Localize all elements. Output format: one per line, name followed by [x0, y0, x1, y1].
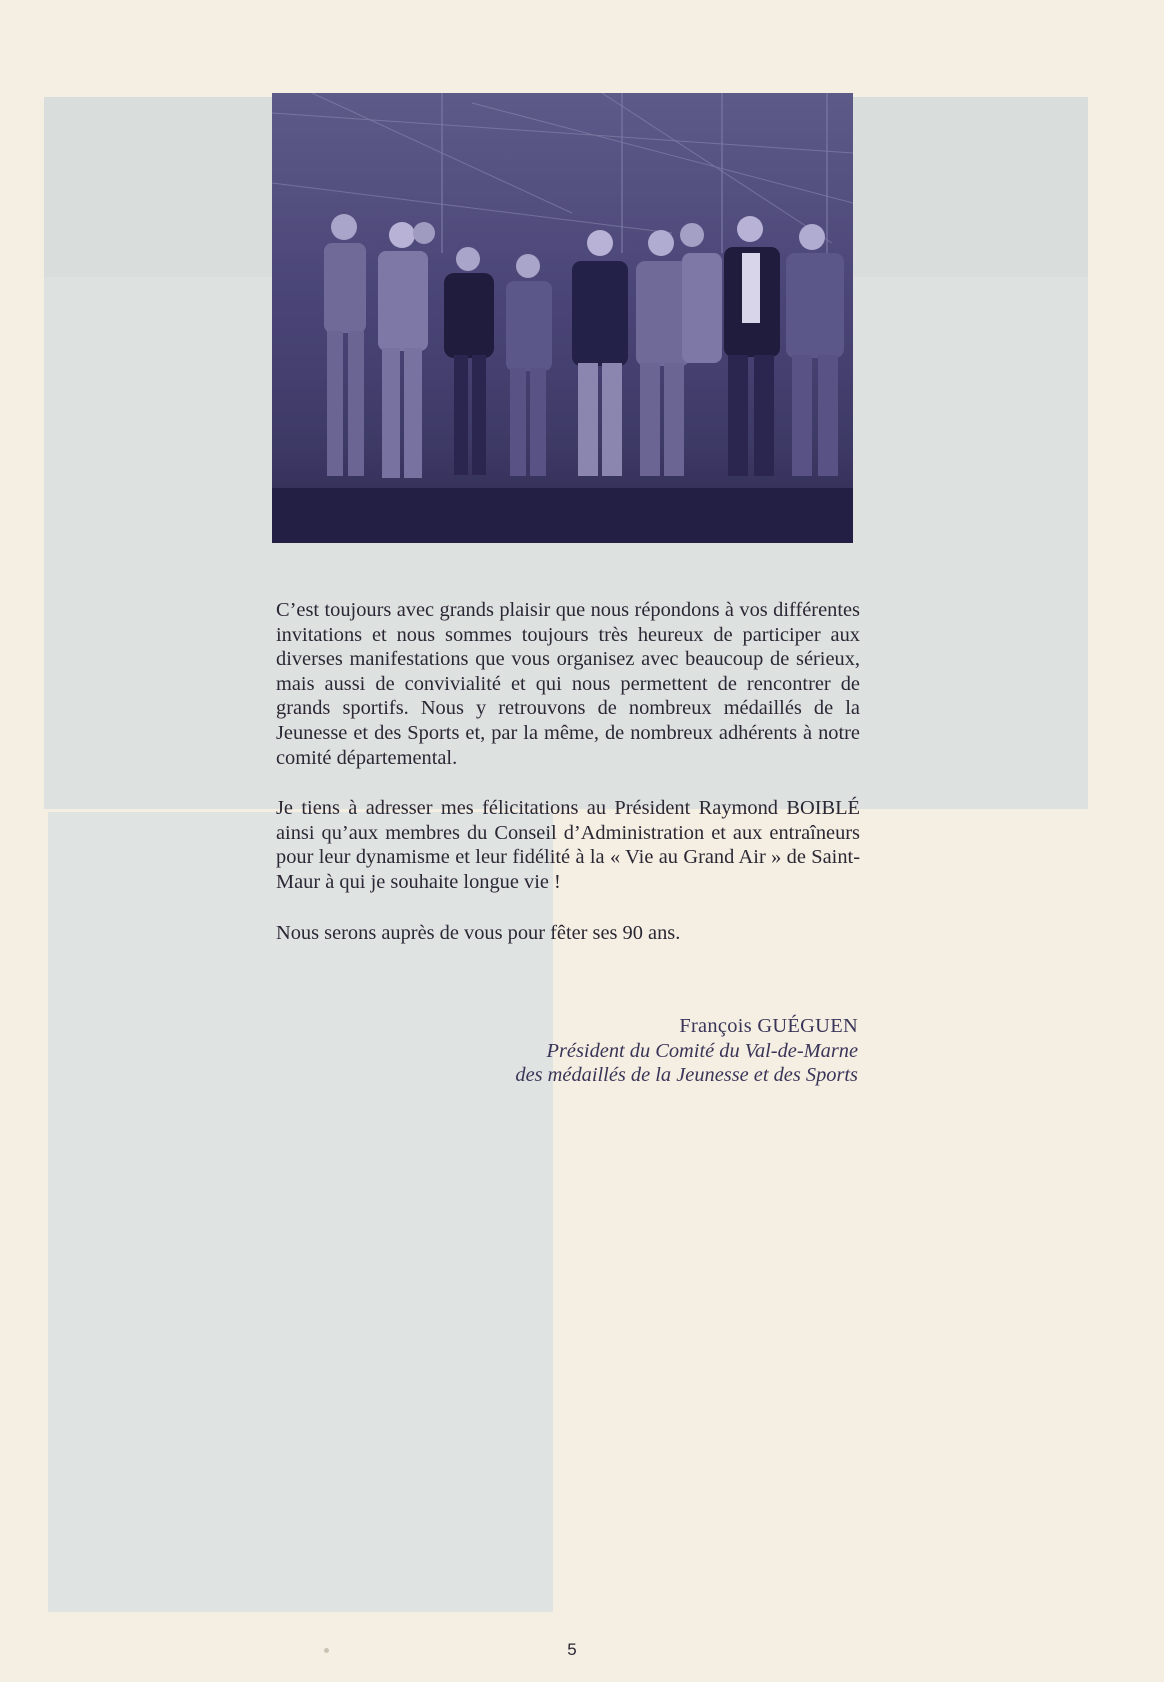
person [444, 247, 494, 475]
person [572, 230, 628, 476]
paragraph-1: C’est toujours avec grands plaisir que nous répondons à vos différentes invitations et nous sommes toujours très heureux de participer aux diverses manifestations que vous organisez avec beaucoup de sérieux, mais aussi de convivialité et qui nous permettent de rencontrer de grands sportifs. Nous y retrouvons de nombreux médaillés de la Jeunesse et des Sports et, par la même, de nombreux adhérents à notre comité départemental. [276, 599, 860, 769]
signatory-name: François GUÉGUEN [679, 1015, 858, 1037]
group-photo [272, 93, 853, 543]
person [378, 222, 428, 478]
signature-block [515, 1014, 858, 1088]
page-number: 5 [567, 1640, 577, 1659]
signatory-title-line-2: des médaillés de la Jeunesse et des Sports [515, 1064, 858, 1087]
paragraph-3: Nous serons auprès de vous pour fêter ses 90 ans. [276, 921, 681, 944]
person [786, 224, 844, 476]
person [680, 223, 722, 363]
person [324, 214, 366, 476]
person [506, 254, 552, 476]
person [413, 222, 435, 244]
letter-body [276, 598, 860, 971]
person [724, 216, 780, 476]
paragraph-2: Je tiens à adresser mes félicitations au Président Raymond BOIBLÉ ainsi qu’aux membres du Conseil d’Administration et aux entraîneurs pour leur dynamisme et leur fidélité à la « Vie au Grand Air » de Saint-Maur à qui je souhaite longue vie ! [276, 797, 860, 893]
signatory-title-line-1: Président du Comité du Val-de-Marne [546, 1039, 858, 1062]
person [636, 230, 690, 476]
group-photo-illustration [272, 93, 853, 543]
